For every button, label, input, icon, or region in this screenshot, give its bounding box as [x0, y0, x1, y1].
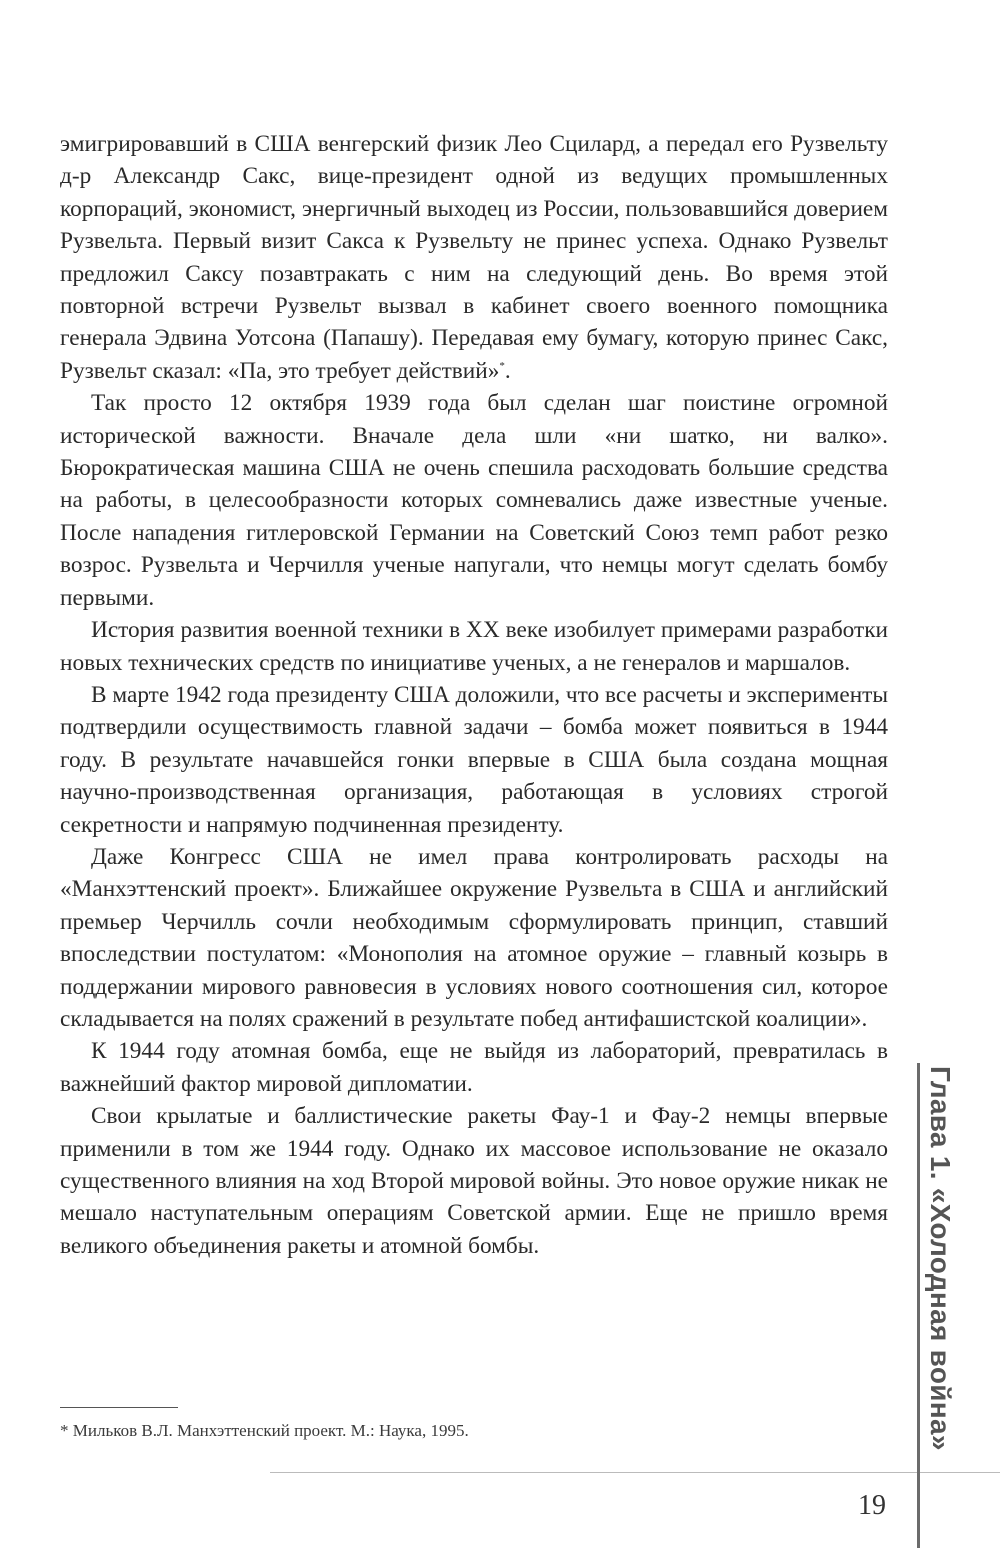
body-text: [60, 128, 888, 1262]
footnote-marker[interactable]: *: [499, 360, 505, 373]
chapter-side-rule: [917, 1063, 920, 1548]
page-number: 19: [858, 1490, 886, 1521]
chapter-running-head: Глава 1. «Холодная война»: [925, 1066, 956, 1451]
footnote: * Мильков В.Л. Манхэттенский проект. М.: Наука, 1995.: [60, 1421, 469, 1440]
paragraph-1-text: эмигрировавший в США венгерский физик Лео Сцилард, а передал его Рузвельту д-р Александр Сакс, вице-президент одной из ведущих промышленных корпораций, экономист, энергичный выходец из России, пользовавшийся доверием Рузвельта. Первый визит Сакса к Рузвельту не принес успеха. Однако Рузвельт предложил Саксу позавтракать с ним на следующий день. Во время этой повторной встречи Рузвельт вызвал в кабинет своего военного помощника генерала Эдвина Уотсона (Папашу). Передавая ему бумагу, которую принес Сакс, Рузвельт сказал: «Па, это требует действий»: [60, 131, 888, 384]
page-bottom-rule: [270, 1472, 1000, 1473]
paragraph-continued: [60, 128, 888, 387]
paragraph: Так просто 12 октября 1939 года был сделан шаг поистине огромной исторической важности. Вначале дела шли «ни шатко, ни валко». Бюрократическая машина США не очень спешила расходовать большие средства на работы, в целесообразности которых сомневались даже известные ученые. После нападения гитлеровской Германии на Советский Союз темп работ резко возрос. Рузвельта и Черчилля ученые напугали, что немцы могут сделать бомбу первыми.: [60, 390, 888, 611]
paragraph: История развития военной техники в XX веке изобилует примерами разработки новых технических средств по инициативе ученых, а не генералов и маршалов.: [60, 617, 888, 676]
paragraph: Даже Конгресс США не имел права контролировать расходы на «Манхэттенский проект». Ближайшее окружение Рузвельта в США и английский премьер Черчилль сочли необходимым сформулировать принцип, ставший впоследствии постулатом: «Монополия на атомное оружие – главный козырь в поддержании мирового равновесия в условиях нового соотношения сил, которое складывается на полях сражений в результате побед антифашистской коалиции».: [60, 843, 888, 1032]
paragraph: К 1944 году атомная бомба, еще не выйдя из лабораторий, превратилась в важнейший фактор мировой дипломатии.: [60, 1038, 888, 1097]
footnote-divider: [60, 1407, 178, 1408]
paragraph: В марте 1942 года президенту США доложили, что все расчеты и эксперименты подтвердили осуществимость главной задачи – бомба может появиться в 1944 году. В результате начавшейся гонки впервые в США была создана мощная научно-производственная организация, работающая в условиях строгой секретности и напрямую подчиненная президенту.: [60, 681, 888, 838]
paragraph-1-end: .: [504, 357, 511, 384]
paragraph: Свои крылатые и баллистические ракеты Фау-1 и Фау-2 немцы впервые применили в том же 1944 году. Однако их массовое использование не оказало существенного влияния на ход Второй мировой войны. Это новое оружие никак не мешало наступательным операциям Советской армии. Еще не пришло время великого объединения ракеты и атомной бомбы.: [60, 1103, 888, 1259]
